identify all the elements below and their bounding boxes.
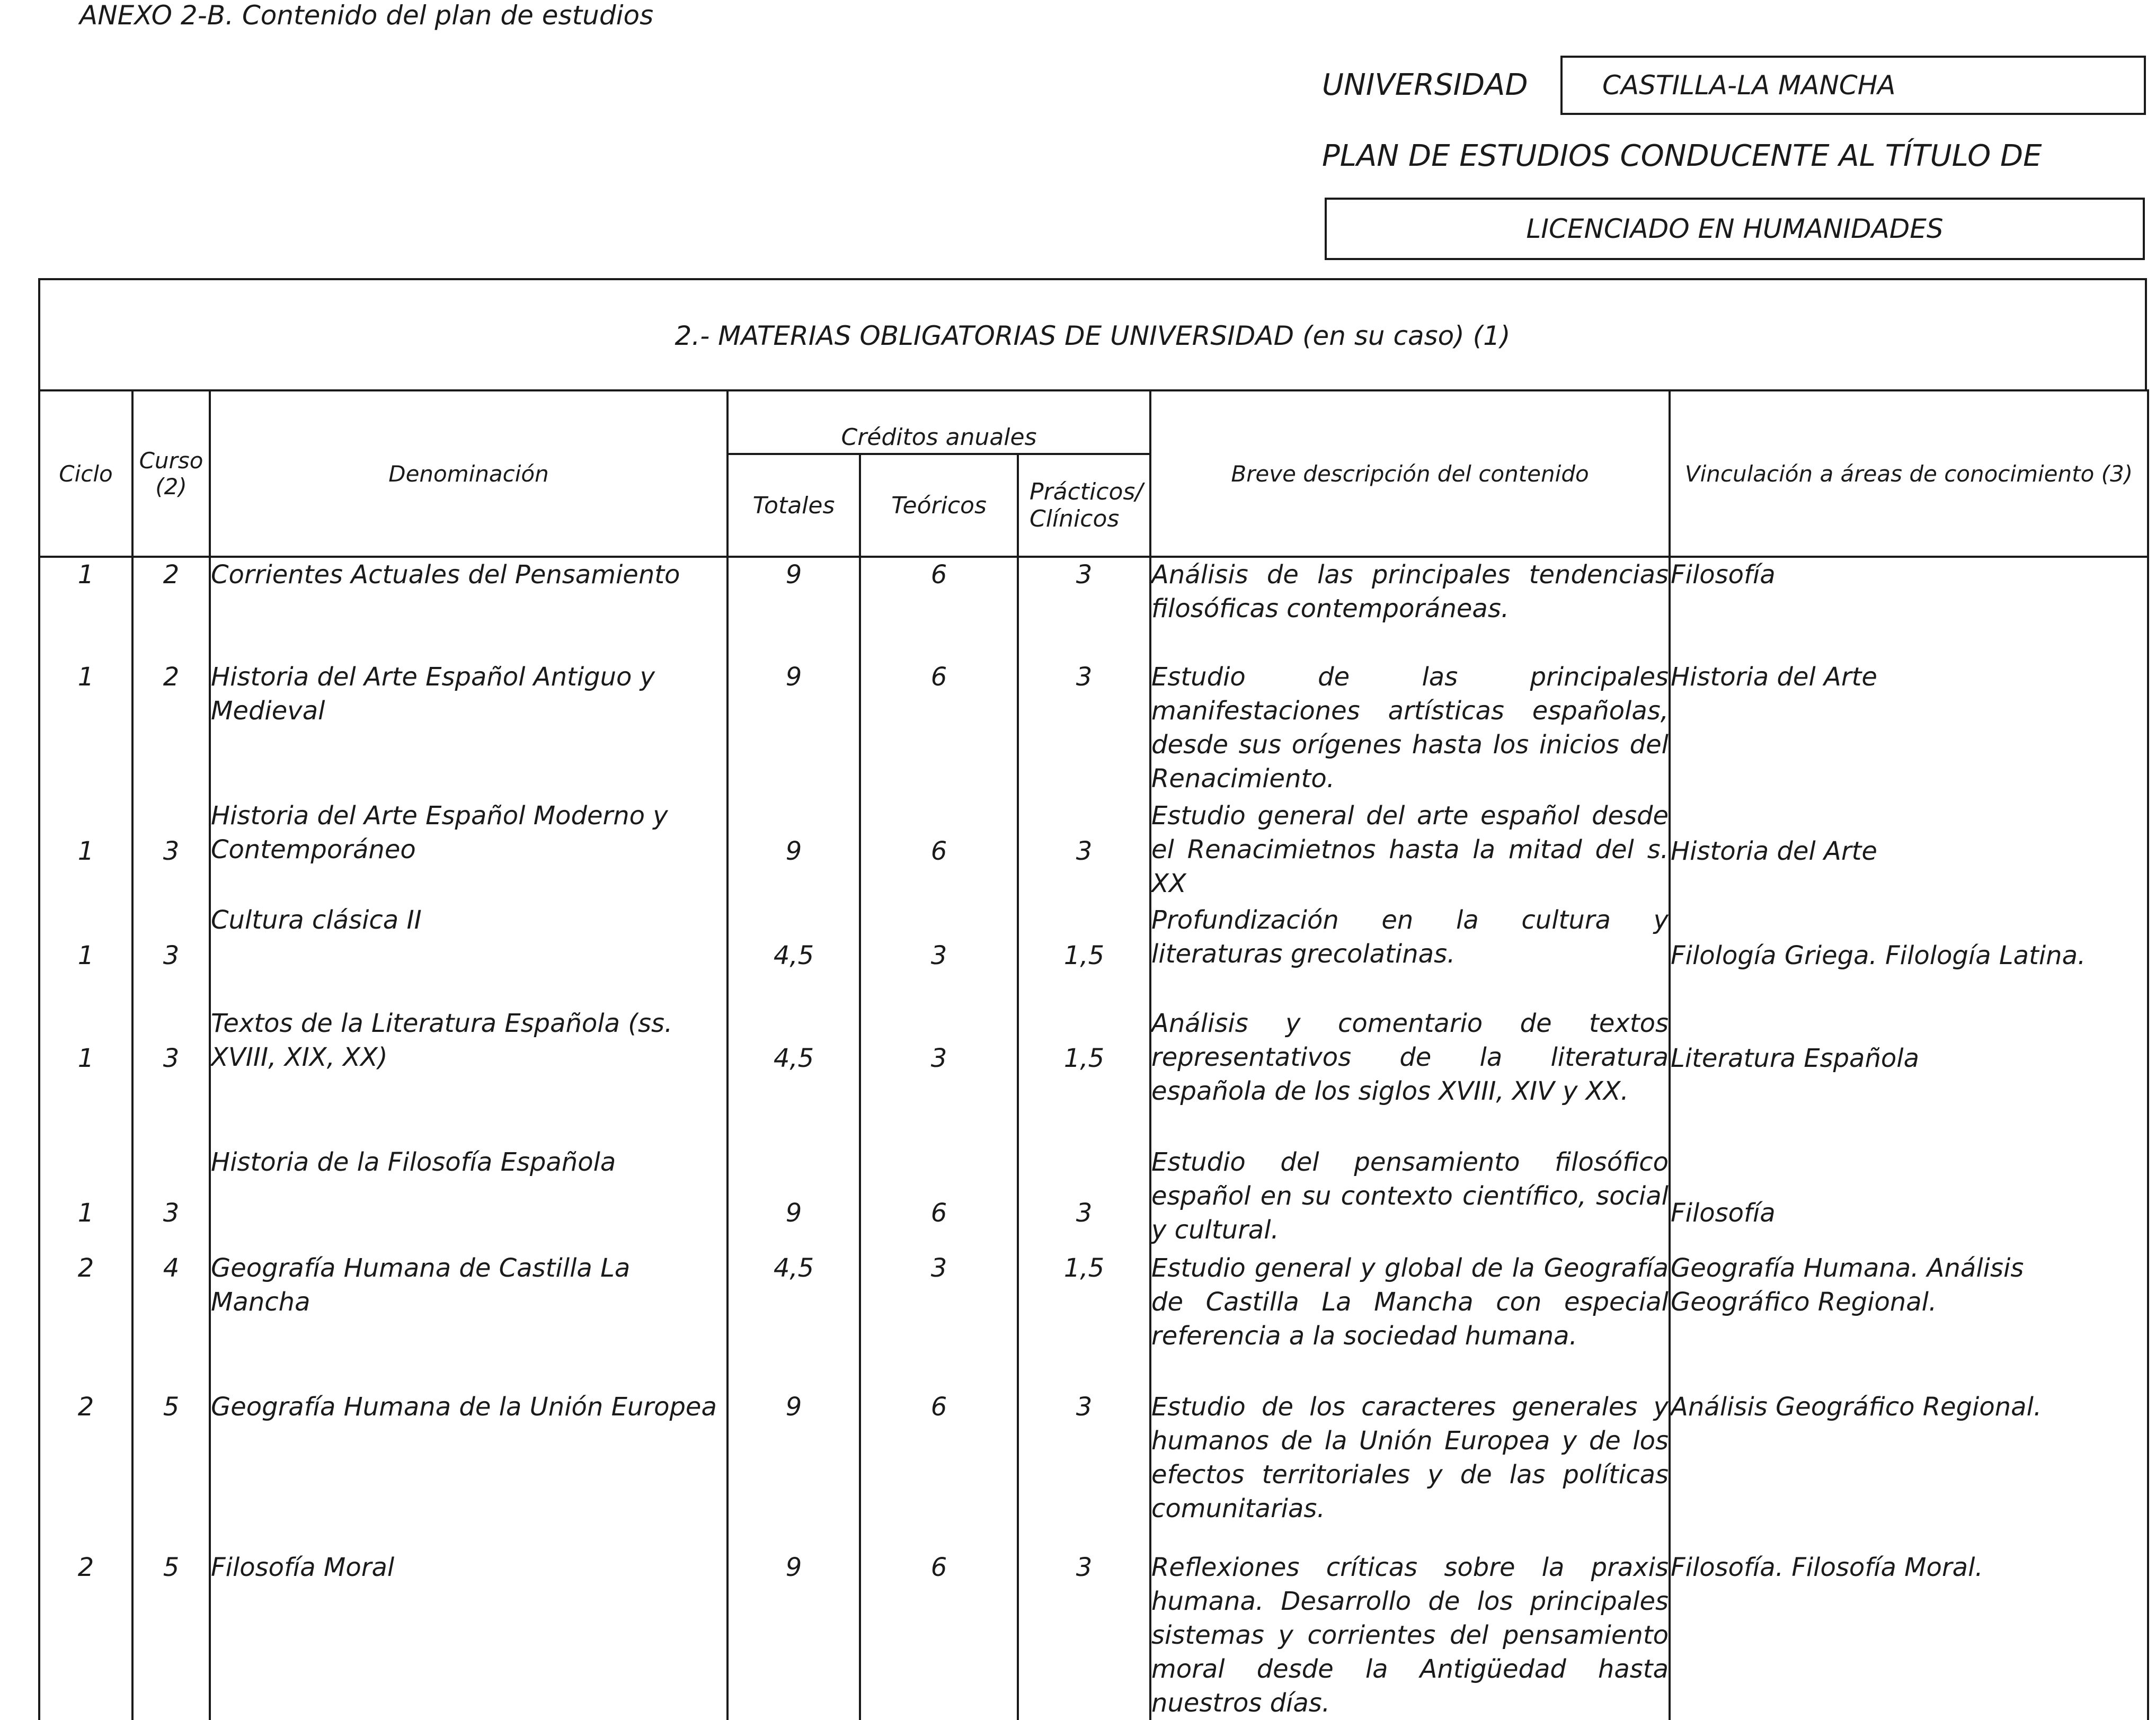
denominacion-cell: Cultura clásica II [210,903,727,1006]
descripcion-cell: Estudio general del arte español desde el Renacimietnos hasta la mitad del s. XX [1150,799,1670,903]
vinculacion-cell: Historia del Arte [1670,799,2148,903]
teoricos-cell: 6 [860,799,1018,903]
vinculacion-cell: Filosofía [1670,1145,2148,1251]
curso-cell: 2 [132,557,210,660]
vinculacion-cell: Literatura Española [1670,1006,2148,1145]
col-header-practicos-label: Prácticos/ [1030,478,1143,505]
ciclo-cell: 1 [39,557,132,660]
vinculacion-cell: Filosofía [1670,557,2148,660]
practicos-cell: 3 [1018,557,1150,660]
practicos-cell: 1,5 [1018,1251,1150,1390]
descripcion-cell: Profundización en la cultura y literaturas grecolatinas. [1150,903,1670,1006]
vinculacion-cell: Historia del Arte [1670,660,2148,799]
curso-cell: 3 [132,799,210,903]
teoricos-cell: 6 [860,1550,1018,1720]
vinculacion-cell: Análisis Geográfico Regional. [1670,1390,2148,1550]
totales-cell: 9 [727,799,860,903]
ciclo-cell: 1 [39,1145,132,1251]
curso-cell: 3 [132,903,210,1006]
ciclo-cell: 2 [39,1390,132,1550]
denominacion-cell: Historia del Arte Español Antiguo y Medieval [210,660,727,799]
col-header-teoricos: Teóricos [860,454,1018,557]
university-field: CASTILLA-LA MANCHA [1560,56,2146,115]
table-row [39,1390,2148,1550]
plan-label: PLAN DE ESTUDIOS CONDUCENTE AL TÍTULO DE [1322,139,2042,173]
practicos-cell: 1,5 [1018,903,1150,1006]
denominacion-cell: Filosofía Moral [210,1550,727,1720]
teoricos-cell: 6 [860,1145,1018,1251]
descripcion-cell: Estudio general y global de la Geografía de Castilla La Mancha con especial referencia a la sociedad humana. [1150,1251,1670,1390]
annex-heading: ANEXO 2-B. Contenido del plan de estudios [79,0,654,31]
curso-cell: 3 [132,1006,210,1145]
teoricos-cell: 6 [860,1390,1018,1550]
table-row [39,903,2148,1006]
denominacion-cell: Geografía Humana de Castilla La Mancha [210,1251,727,1390]
practicos-cell: 3 [1018,1550,1150,1720]
col-header-practicos [1018,454,1150,557]
ciclo-cell: 1 [39,903,132,1006]
col-header-curso-label: Curso [139,448,203,474]
totales-cell: 9 [727,1390,860,1550]
denominacion-cell: Textos de la Literatura Española (ss. XVIII, XIX, XX) [210,1006,727,1145]
teoricos-cell: 6 [860,557,1018,660]
subjects-table [38,389,2149,1720]
table-row [39,1550,2148,1720]
table-row [39,799,2148,903]
descripcion-cell: Análisis de las principales tendencias filosóficas contemporáneas. [1150,557,1670,660]
table-row [39,1006,2148,1145]
vinculacion-cell: Filosofía. Filosofía Moral. [1670,1550,2148,1720]
teoricos-cell: 3 [860,903,1018,1006]
col-header-curso [132,390,210,557]
curso-cell: 5 [132,1390,210,1550]
table-row [39,1145,2148,1251]
curso-cell: 4 [132,1251,210,1390]
descripcion-cell: Estudio de las principales manifestaciones artísticas españolas, desde sus orígenes hasta los inicios del Renacimiento. [1150,660,1670,799]
col-header-vinculacion: Vinculación a áreas de conocimiento (3) [1670,390,2148,557]
practicos-cell: 3 [1018,799,1150,903]
denominacion-cell: Historia del Arte Español Moderno y Contemporáneo [210,799,727,903]
denominacion-cell: Historia de la Filosofía Española [210,1145,727,1251]
teoricos-cell: 3 [860,1251,1018,1390]
totales-cell: 9 [727,1550,860,1720]
vinculacion-cell: Geografía Humana. Análisis Geográfico Regional. [1670,1251,2148,1390]
col-header-creditos: Créditos anuales [727,390,1150,454]
descripcion-cell: Estudio del pensamiento filosófico español en su contexto científico, social y cultural. [1150,1145,1670,1251]
table-row [39,557,2148,660]
denominacion-cell: Geografía Humana de la Unión Europea [210,1390,727,1550]
practicos-cell: 1,5 [1018,1006,1150,1145]
denominacion-cell: Corrientes Actuales del Pensamiento [210,557,727,660]
ciclo-cell: 2 [39,1550,132,1720]
table-row [39,660,2148,799]
col-header-ciclo: Ciclo [39,390,132,557]
totales-cell: 9 [727,1145,860,1251]
ciclo-cell: 2 [39,1251,132,1390]
practicos-cell: 3 [1018,660,1150,799]
descripcion-cell: Reflexiones críticas sobre la praxis humana. Desarrollo de los principales sistemas y corrientes del pensamiento moral desde la Antigüedad hasta nuestros días. [1150,1550,1670,1720]
curso-cell: 3 [132,1145,210,1251]
ciclo-cell: 1 [39,1006,132,1145]
section-title: 2.- MATERIAS OBLIGATORIAS DE UNIVERSIDAD (en su caso) (1) [38,278,2147,389]
teoricos-cell: 3 [860,1006,1018,1145]
col-header-totales: Totales [727,454,860,557]
table-row [39,1251,2148,1390]
col-header-denominacion: Denominación [210,390,727,557]
col-header-clinicos-label: Clínicos [1030,505,1120,532]
col-header-descripcion: Breve descripción del contenido [1150,390,1670,557]
vinculacion-cell: Filología Griega. Filología Latina. [1670,903,2148,1006]
totales-cell: 4,5 [727,1251,860,1390]
curso-cell: 5 [132,1550,210,1720]
col-header-curso-note: (2) [155,474,187,500]
practicos-cell: 3 [1018,1390,1150,1550]
totales-cell: 9 [727,660,860,799]
descripcion-cell: Análisis y comentario de textos representativos de la literatura española de los siglos XVIII, XIV y XX. [1150,1006,1670,1145]
totales-cell: 4,5 [727,1006,860,1145]
totales-cell: 9 [727,557,860,660]
ciclo-cell: 1 [39,660,132,799]
totales-cell: 4,5 [727,903,860,1006]
degree-title-field: LICENCIADO EN HUMANIDADES [1325,198,2145,260]
teoricos-cell: 6 [860,660,1018,799]
ciclo-cell: 1 [39,799,132,903]
descripcion-cell: Estudio de los caracteres generales y humanos de la Unión Europea y de los efectos territoriales y de las políticas comunitarias. [1150,1390,1670,1550]
practicos-cell: 3 [1018,1145,1150,1251]
university-label: UNIVERSIDAD [1322,68,1528,102]
curso-cell: 2 [132,660,210,799]
